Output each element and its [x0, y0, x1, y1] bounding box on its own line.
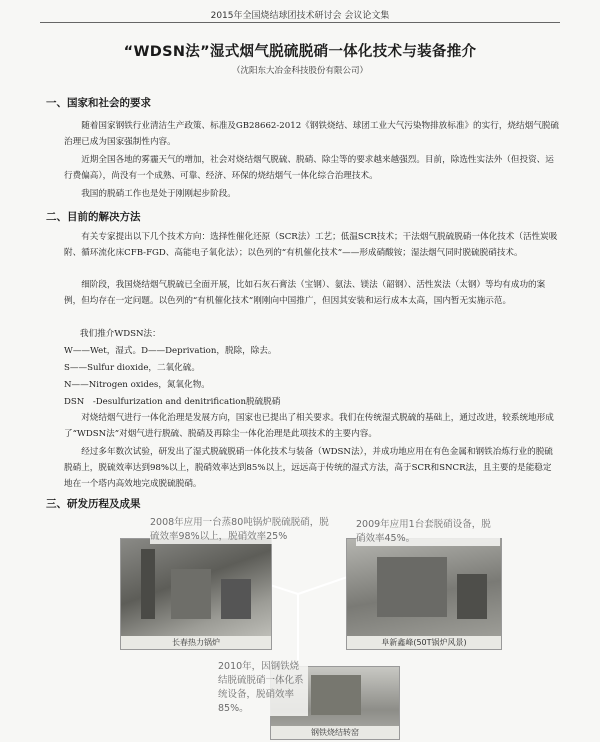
callout-2010: 2010年，因钢铁烧结脱硫脱硝一体化系统设备，脱硝效率85%。: [218, 660, 308, 716]
paper-title: “WDSN法”湿式烟气脱硫脱硝一体化技术与装备推介: [123, 44, 477, 60]
photo-changchun-boiler: [120, 538, 272, 650]
section-heading-2: 二、目前的解决方法: [46, 211, 141, 223]
s2-def-n: N——Nitrogen oxides，氮氧化物。: [64, 380, 210, 390]
section-heading-1: 一、国家和社会的要求: [46, 97, 151, 109]
s2-def-dsn: DSN -Desulfurization and denitrification脱硫脱硝: [64, 397, 281, 407]
development-figure: [120, 516, 500, 738]
s2-wdsn-intro: 我们推介WDSN法：: [80, 329, 161, 339]
caption-left: 长春热力锅炉: [121, 636, 271, 649]
affiliation: （沈阳东大冶金科技股份有限公司）: [231, 66, 368, 76]
caption-right: 阜新鑫峰(50T锅炉风景): [347, 636, 501, 649]
s1-paragraph-1: 随着国家钢铁行业清洁生产政策、标准及GB28662-2012《钢铁烧结、球团工业大气污染物排放标准》的实行，烧结烟气脱硫治理已成为国家强制性内容。: [64, 121, 559, 147]
header-rule: [40, 22, 560, 23]
s2-paragraph-4: 对烧结烟气进行一体化治理是发展方向，国家也已提出了相关要求。我们在传统湿式脱硫的基础上，通过改进，较系统地形成了“WDSN法”对烟气进行脱硫、脱硝及再除尘一体化治理是此项技术的主要内容。: [64, 413, 554, 439]
section-heading-3: 三、研发历程及成果: [46, 498, 141, 510]
s2-def-w: W——Wet，湿式。D——Deprivation，脱除，除去。: [64, 346, 277, 356]
s2-paragraph-1: 有关专家提出以下几个技术方向：选择性催化还原（SCR法）工艺；低温SCR技术；干法烟气脱硫脱硝一体化技术（活性炭吸附、循环流化床CFB-FGD、高能电子氧化法）；以色列的“有机催化技术”——形成硝酸铵；湿法烟气同时脱硫脱硝技术。: [64, 232, 558, 258]
caption-bottom: 钢铁烧结转窑: [271, 726, 399, 739]
callout-2009: 2009年应用1台套脱硝设备，脱硝效率45%。: [356, 518, 500, 546]
s2-paragraph-2: 细阶段，我国烧结烟气脱硫已全面开展，比如石灰石膏法（宝钢）、氨法、镁法（韶钢）、活性炭法（太钢）等均有成功的案例，但均存在一定问题。以色列的“有机催化技术”刚刚向中国推广，但因其安装和运行成本太高，国内暂无实施示范。: [64, 280, 546, 306]
s1-paragraph-3: 我国的脱硝工作也是处于刚刚起步阶段。: [81, 189, 236, 199]
photo-fuxin-boiler: [346, 538, 502, 650]
s2-paragraph-5: 经过多年数次试验，研发出了湿式脱硫脱硝一体化技术与装备（WDSN法），并成功地应用在有色金属和钢铁冶炼行业的脱硫脱硝上，脱硫效率达到98%以上，脱硝效率达到85%以上，远远高于传统的湿式方法，高于SCR和SNCR法，且主要的是能稳定地在一个塔内高效地完成脱硫脱硝。: [64, 447, 553, 489]
s1-paragraph-2: 近期全国各地的雾霾天气的增加，社会对烧结烟气脱硫、脱硝、除尘等的要求越来越强烈。目前，除选性实法外（但投资、运行费偏高），尚没有一个成熟、可靠、经济、环保的烧结烟气一体化综合治理技术。: [64, 155, 554, 181]
callout-2008: 2008年应用一台蒸80吨锅炉脱硫脱硝，脱硫效率98%以上，脱硝效率25%: [150, 516, 338, 544]
running-header: 2015年全国烧结球团技术研讨会 会议论文集: [210, 11, 390, 21]
s2-def-s: S——Sulfur dioxide，二氧化硫。: [64, 363, 200, 373]
